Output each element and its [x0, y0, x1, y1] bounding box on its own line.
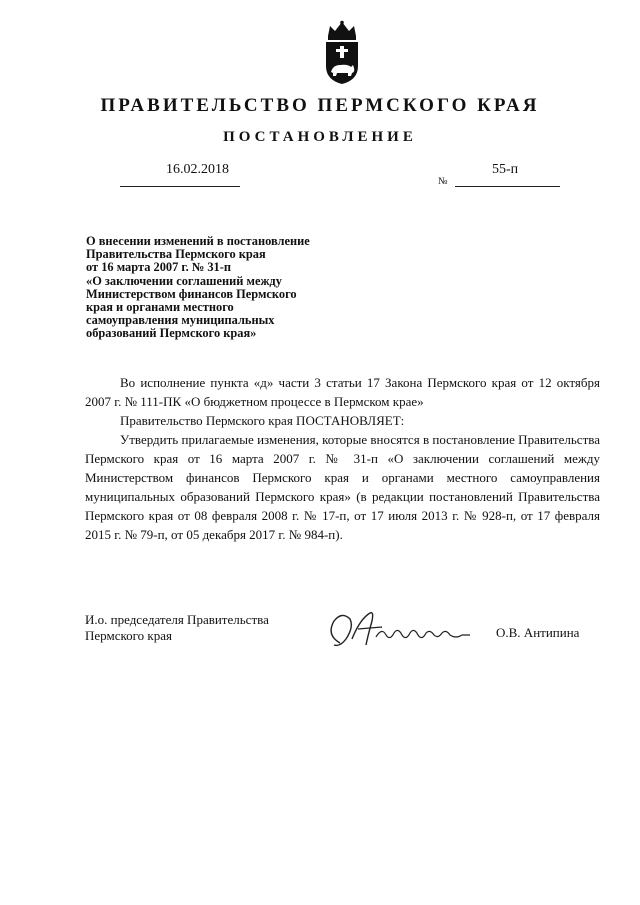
- body-paragraph-basis: Во исполнение пункта «д» части 3 статьи 17 Закона Пермского края от 12 октября 2007 г. № 111-ПК «О бюджетном процессе в Пермском крае»: [85, 375, 600, 409]
- signer-position-line: Пермского края: [85, 628, 172, 643]
- body-paragraph-resolves: Правительство Пермского края ПОСТАНОВЛЯЕТ:: [120, 413, 405, 428]
- document-date: 16.02.2018: [166, 162, 229, 177]
- handwritten-signature: [320, 605, 490, 653]
- document-number: 55-п: [492, 162, 519, 177]
- organization-title: ПРАВИТЕЛЬСТВО ПЕРМСКОГО КРАЯ: [100, 95, 540, 116]
- body-paragraph-approve: Утвердить прилагаемые изменения, которые вносятся в постановление Правительства Пермского края от 16 марта 2007 г. № 31-п «О заключении соглашений между Министерством финансов Пермского края и органами местного самоуправления муниципальных образований Пермского края» (в редакции постановлений Правительства Пермского края от 08 февраля 2008 г. № 17-п, от 17 июля 2013 г. № 928-п, от 17 февраля 2015 г. № 79-п, от 05 декабря 2017 г. № 984-п).: [85, 432, 600, 542]
- number-sign: №: [438, 176, 448, 187]
- subject-line: от 16 марта 2007 г. № 31-п: [86, 260, 232, 275]
- date-underline: [120, 186, 240, 187]
- subject-line: самоуправления муниципальных: [86, 313, 275, 328]
- subject-line: «О заключении соглашений между: [86, 273, 282, 288]
- subject-line: Правительства Пермского края: [86, 247, 266, 262]
- document-body: [85, 373, 600, 544]
- subject-line: Министерством финансов Пермского: [86, 286, 297, 301]
- document-subject: [86, 235, 386, 341]
- subject-line: О внесении изменений в постановление: [86, 234, 310, 248]
- signer-name: О.В. Антипина: [496, 625, 580, 640]
- subject-line: образований Пермского края»: [86, 326, 257, 341]
- subject-line: края и органами местного: [86, 300, 234, 315]
- document-type: ПОСТАНОВЛЕНИЕ: [223, 129, 417, 145]
- coat-of-arms-icon: [320, 20, 364, 86]
- signer-position: [85, 612, 325, 644]
- number-underline: [455, 186, 560, 187]
- signer-position-line: И.о. председателя Правительства: [85, 612, 269, 627]
